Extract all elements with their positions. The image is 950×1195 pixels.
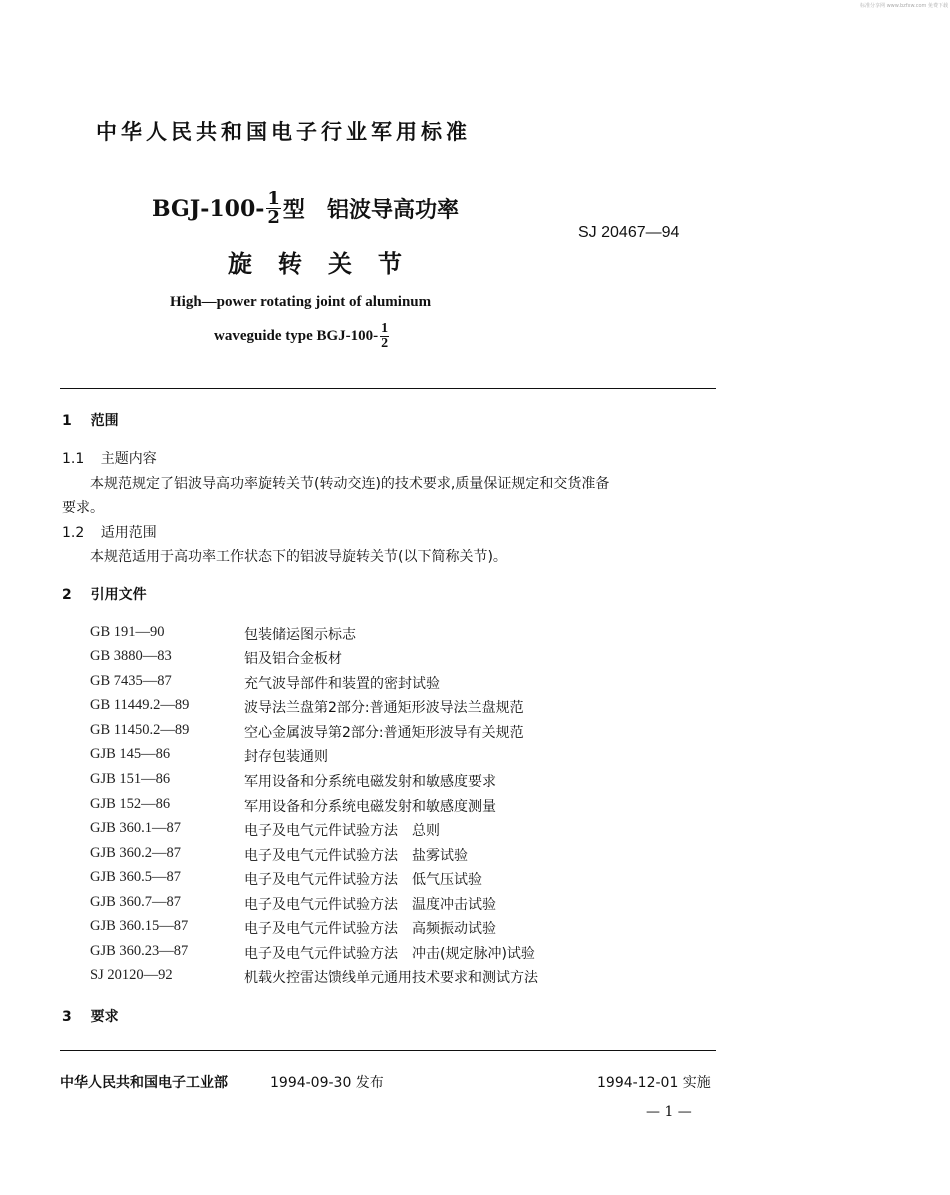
- section-1-1-heading: [62, 448, 157, 468]
- footer-issue-date: 1994-09-30 发布: [270, 1075, 384, 1091]
- section-2-heading: [62, 584, 147, 604]
- title-cn-part: 铝波导高功率: [326, 198, 459, 223]
- english-frac-num: 1: [381, 321, 389, 336]
- english-title-line-1: High—power rotating joint of aluminum: [170, 294, 432, 310]
- section-number: 1: [62, 413, 72, 429]
- title-frac-den: 2: [267, 207, 280, 228]
- reference-name: 电子及电气元件试验方法 温度冲击试验: [244, 897, 496, 913]
- reference-code: GB 3880—83: [90, 648, 172, 664]
- reference-name: 电子及电气元件试验方法 盐雾试验: [244, 848, 468, 864]
- reference-name: 包装储运图示标志: [244, 627, 356, 643]
- footer-effective-date: 1994-12-01 实施: [597, 1075, 711, 1091]
- watermark-text: 标准分享网 www.bzfxw.com 免费下载: [860, 3, 948, 9]
- title-line-2: 旋转关节: [228, 250, 428, 278]
- reference-code: GJB 360.7—87: [90, 894, 182, 910]
- reference-code: GJB 360.2—87: [90, 845, 182, 861]
- title-frac-num: 1: [267, 188, 280, 209]
- english-title-line-2: [214, 322, 391, 351]
- reference-code: GB 7435—87: [90, 673, 172, 689]
- title-type: 型: [282, 198, 305, 223]
- section-title: 要求: [90, 1009, 119, 1025]
- reference-code: GJB 360.15—87: [90, 918, 189, 934]
- reference-name: 电子及电气元件试验方法 高频振动试验: [244, 921, 496, 937]
- section-title: 适用范围: [100, 525, 157, 541]
- header-divider: [60, 388, 716, 389]
- english-title-prefix: waveguide type BGJ-100-: [214, 328, 379, 344]
- reference-name: 电子及电气元件试验方法 冲击(规定脉冲)试验: [244, 946, 535, 962]
- reference-code: SJ 20120—92: [90, 967, 173, 983]
- reference-name: 波导法兰盘第2部分:普通矩形波导法兰盘规范: [244, 700, 524, 716]
- reference-code: GB 11449.2—89: [90, 697, 190, 713]
- reference-code: GJB 360.1—87: [90, 820, 182, 836]
- reference-name: 铝及铝合金板材: [244, 651, 342, 667]
- reference-code: GJB 360.5—87: [90, 869, 182, 885]
- header-org-title: 中华人民共和国电子行业军用标准: [96, 120, 471, 144]
- reference-name: 电子及电气元件试验方法 总则: [244, 823, 440, 839]
- section-title: 引用文件: [90, 587, 147, 603]
- english-title-fraction: [380, 322, 389, 351]
- title-fraction: [266, 190, 281, 227]
- footer-issuer: 中华人民共和国电子工业部: [60, 1075, 228, 1091]
- section-1-1-paragraph-line-2: 要求。: [62, 500, 104, 516]
- reference-code: GJB 145—86: [90, 746, 171, 762]
- section-title: 主题内容: [100, 451, 157, 467]
- section-1-1-paragraph-line-1: 本规范规定了铝波导高功率旋转关节(转动交连)的技术要求,质量保证规定和交货准备: [90, 476, 610, 492]
- section-number: 2: [62, 587, 72, 603]
- reference-code: GB 11450.2—89: [90, 722, 190, 738]
- section-title: 范围: [90, 413, 119, 429]
- reference-code: GJB 151—86: [90, 771, 171, 787]
- page-number: — 1 —: [646, 1104, 692, 1120]
- reference-code: GJB 152—86: [90, 796, 171, 812]
- reference-code: GB 191—90: [90, 624, 165, 640]
- footer-divider: [60, 1050, 716, 1051]
- standard-code: SJ 20467—94: [578, 224, 680, 241]
- title-line-1: [152, 190, 459, 227]
- section-number: 1.2: [62, 525, 85, 541]
- english-frac-den: 2: [381, 336, 389, 351]
- title-prefix: BGJ-100-: [152, 195, 265, 222]
- reference-name: 军用设备和分系统电磁发射和敏感度要求: [244, 774, 496, 790]
- reference-name: 封存包装通则: [244, 749, 328, 765]
- reference-name: 充气波导部件和装置的密封试验: [244, 676, 440, 692]
- section-1-2-paragraph: 本规范适用于高功率工作状态下的铝波导旋转关节(以下简称关节)。: [90, 549, 507, 565]
- section-number: 1.1: [62, 451, 85, 467]
- section-1-heading: [62, 410, 119, 430]
- section-1-2-heading: [62, 522, 157, 542]
- section-number: 3: [62, 1009, 72, 1025]
- reference-name: 军用设备和分系统电磁发射和敏感度测量: [244, 799, 496, 815]
- reference-code: GJB 360.23—87: [90, 943, 189, 959]
- section-3-heading: [62, 1006, 119, 1026]
- reference-name: 电子及电气元件试验方法 低气压试验: [244, 872, 482, 888]
- reference-name: 机载火控雷达馈线单元通用技术要求和测试方法: [244, 970, 538, 986]
- reference-name: 空心金属波导第2部分:普通矩形波导有关规范: [244, 725, 524, 741]
